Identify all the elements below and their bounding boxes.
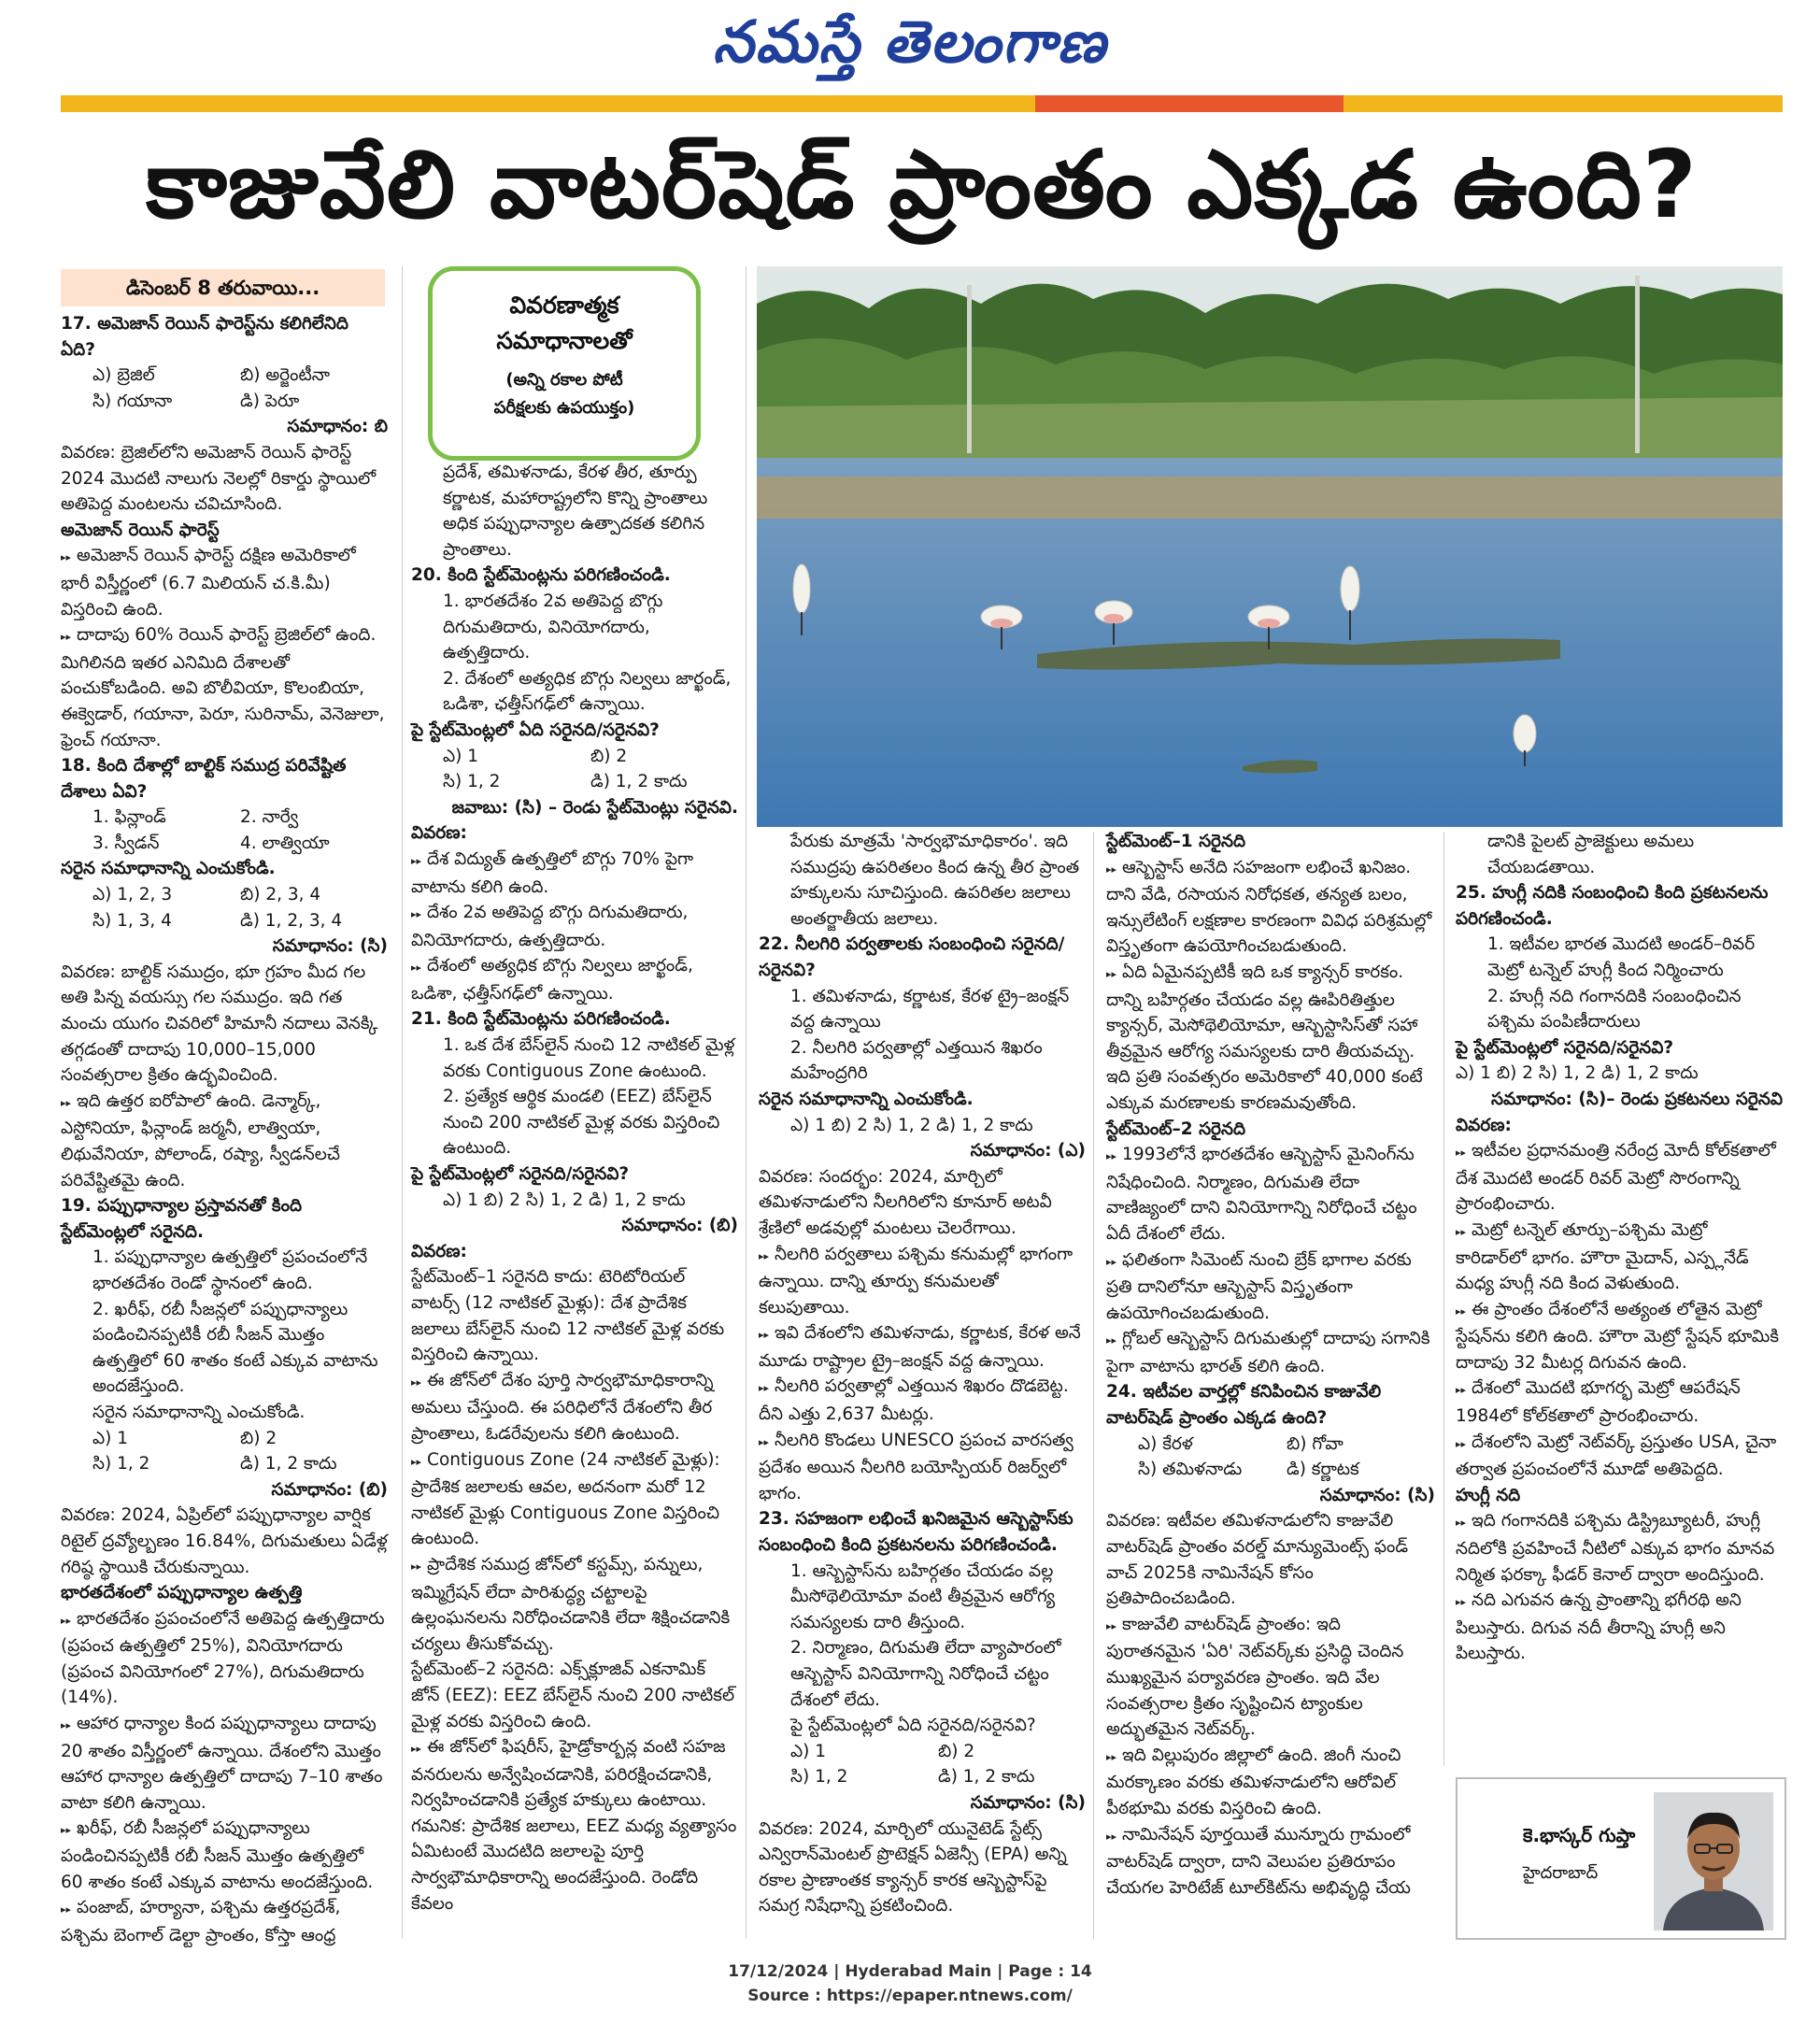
bullet-point: ▸▸ Contiguous Zone (24 నాటికల్ మైళ్లు): ప్రాదేశిక జలాలకు ఆవల, అదనంగా మరో 12 నాటికల్ మైళ్లు Contiguous Zone విస్తరించి ఉంటుంది. — [411, 1447, 738, 1552]
continued-text: డానికి పైలట్ ప్రాజెక్టులు అమలు చేయబడతాయి. — [1487, 832, 1695, 877]
option-a: ఎ) 1 — [92, 1428, 129, 1448]
author-city: హైదరాబాద్ — [1523, 1863, 1599, 1883]
bullet-point: ▸▸ ఇటీవల ప్రధానమంత్రి నరేంద్ర మోదీ కోల్‌కతాలో దేశ మొదటి అండర్ రివర్ మెట్రో సొరంగాన్ని ప్రారంభించారు. — [1456, 1138, 1783, 1218]
options — [61, 882, 388, 908]
option-a: ఎ) 1 — [790, 1741, 827, 1761]
options — [61, 1451, 388, 1477]
question-20: 20. కింది స్టేట్‌మెంట్లను పరిగణించండి. — [411, 565, 671, 586]
option-a: ఎ) 1, 2, 3 — [92, 885, 173, 905]
statement: 2. ఖరీఫ్, రబీ సీజన్లలో పప్పుధాన్యాలు పండించినప్పటికీ రబీ సీజన్ మొత్తం ఉత్పత్తిలో 60 శాతం కంటే ఎక్కువ వాటాను అందజేస్తుంది. — [92, 1299, 378, 1397]
bullet-point: ▸▸ 1993లోనే భారతదేశం ఆస్బెస్టాస్ మైనింగ్‌ను నిషేధించింది. నిర్మాణం, దిగుమతి లేదా వాణిజ్యంలో దాని వినియోగాన్ని నిరోధించే చట్టం ఏదీ దేశంలో లేదు. — [1106, 1142, 1435, 1247]
options: ఎ) 1 బి) 2 సి) 1, 2 డి) 1, 2 కాదు — [1456, 1063, 1699, 1084]
column-5 — [1456, 829, 1783, 1667]
headline: కాజువేలి వాటర్‌షెడ్ ప్రాంతం ఎక్కడ ఉంది? — [146, 130, 1698, 239]
statement: 1. ఇటీవల భారత మొదటి అండర్–రివర్ మెట్రో టన్నెల్ హుగ్లీ కింద నిర్మించారు — [1487, 934, 1756, 980]
section-header: డిసెంబర్ 8 తరువాయి... — [61, 269, 385, 306]
option-b: బి) గోవా — [1287, 1433, 1344, 1454]
bullet-point: ▸▸ ఫలితంగా సిమెంట్ నుంచి బ్రేక్ భాగాల వరకు ప్రతి దానిలోనూ ఆస్బెస్టాస్ విస్తృతంగా ఉపయోగించబడుతుంది. — [1106, 1247, 1435, 1327]
callout-line: (అన్ని రకాల పోటీ — [505, 370, 623, 390]
bullet-point: ▸▸ మెట్రో టన్నెల్ తూర్పు–పశ్చిమ మెట్రో కారిడార్‌లో భాగం. హౌరా మైదాన్, ఎస్ప్లనేడ్ మధ్య హుగ్లీ నది కింద వెళుతుంది. — [1456, 1218, 1783, 1297]
statement: 1. ఒక దేశ బేస్‌లైన్ నుంచి 12 నాటికల్ మైళ్ల వరకు Contiguous Zone ఉంటుంది. — [443, 1035, 735, 1081]
question-prompt: పై స్టేట్‌మెంట్లలో ఏది సరైనది/సరైనవి? — [790, 1716, 1036, 1736]
column-3 — [759, 829, 1086, 1919]
bullet-point: ▸▸ దేశం 2వ అతిపెద్ద బొగ్గు దిగుమతిదారు, వినియోగదారు, ఉత్పత్తిదారు. — [411, 900, 738, 953]
options — [1106, 1457, 1435, 1483]
column-divider — [402, 266, 403, 1939]
note: గమనిక: ప్రాదేశిక జలాలు, EEZ మధ్య వ్యత్యాసం ఏమిటంటే మొదటిది జలాలపై పూర్తి సార్వభౌమాధికారాన్ని అందజేస్తుంది. రెండోది కేవలం — [411, 1816, 737, 1914]
answer: సమాధానం: (బి) — [271, 1479, 388, 1500]
subheading: స్టేట్‌మెంట్–2 సరైనది — [1106, 1118, 1246, 1139]
subheading: అమెజాన్ రెయిన్ ఫారెస్ట్ — [61, 520, 220, 540]
instruction: సరైన సమాధానాన్ని ఎంచుకోండి. — [92, 1402, 306, 1422]
statement: 1. తమిళనాడు, కర్ణాటక, కేరళ ట్రై–జంక్షన్ వద్ద ఉన్నాయి — [790, 986, 1070, 1033]
item: 3. స్వీడన్ — [92, 833, 160, 853]
question-25: 25. హుగ్లీ నదికి సంబంధించి కింది ప్రకటనలను పరిగణించండి. — [1456, 883, 1769, 929]
option-d: డి) 1, 2 కాదు — [938, 1767, 1035, 1788]
bullet-point: ▸▸ దేశ విద్యుత్ ఉత్పత్తిలో బొగ్గు 70% పైగా వాటాను కలిగి ఉంది. — [411, 847, 738, 900]
statement: 1. ఆస్బెస్టాస్‌ను బహిర్గతం చేయడం వల్ల మీసోథెలియోమా వంటి తీవ్రమైన ఆరోగ్య సమస్యలకు దారి తీస్తుంది. — [790, 1560, 1056, 1632]
option-b: బి) 2 — [240, 1428, 277, 1448]
bullet-point: ▸▸ ప్రాదేశిక సముద్ర జోన్‌లో కస్టమ్స్, పన్నులు, ఇమ్మిగ్రేషన్ లేదా పారిశుద్ధ్య చట్టాలపై ఉల్లంఘనలను నిరోధించడానికి లేదా శిక్షించడానికి చర్యలు తీసుకోవచ్చు. — [411, 1552, 738, 1657]
options — [759, 1739, 1086, 1765]
bullet-point: ▸▸ పంజాబ్, హర్యానా, పశ్చిమ ఉత్తరప్రదేశ్, పశ్చిమ బెంగాల్ డెల్టా ప్రాంతం, కోస్తా ఆంధ్ర — [61, 1895, 388, 1948]
answer: సమాధానం: (సి) — [970, 1792, 1086, 1813]
option-d: డి) 1, 2 కాదు — [240, 1454, 337, 1475]
options: ఎ) 1 బి) 2 సి) 1, 2 డి) 1, 2 కాదు — [790, 1115, 1033, 1135]
bullet-point: ▸▸ ఖరీఫ్, రబీ సీజన్లలో పప్పుధాన్యాలు పండించినప్పటికీ రబీ సీజన్ మొత్తం ఉత్పత్తిలో 60 శాతం కంటే ఎక్కువ వాటాను అందజేస్తుంది. — [61, 1816, 388, 1895]
bullet-point: ▸▸ ఈ జోన్‌లో దేశం పూర్తి సార్వభౌమాధికారాన్ని అమలు చేస్తుంది. ఈ పరిధిలోనే దేశంలోని తీర ప్రాంతాలు, ఓడరేవులను కలిగి ఉంటుంది. — [411, 1368, 738, 1447]
lake-birds-photo — [757, 266, 1783, 827]
answer: సమాధానం: బి — [287, 417, 388, 437]
subheading: వివరణ: — [1456, 1115, 1512, 1135]
explanation: వివరణ: సందర్భం: 2024, మార్చిలో తమిళనాడులోని నీలగిరిలోని కూనూర్ అటవీ శ్రేణిలో అడవుల్లో మంటలు చెలరేగాయి. — [759, 1166, 1052, 1238]
bullet-point: ▸▸ నీలగిరి కొండలు UNESCO ప్రపంచ వారసత్వ ప్రదేశం అయిన నీలగిరి బయోస్పియర్ రిజర్వ్‌లో భాగం. — [759, 1428, 1086, 1507]
question-21: 21. కింది స్టేట్‌మెంట్లను పరిగణించండి. — [411, 1009, 671, 1030]
bullet-point: ▸▸ దేశంలోని మెట్రో నెట్‌వర్క్ ప్రస్తుతం USA, చైనా తర్వాత ప్రపంచంలోనే మూడో అతిపెద్దది. — [1456, 1430, 1783, 1483]
option-d: డి) పెరూ — [240, 391, 300, 411]
answer: సమాధానం: (సి)– రెండు ప్రకటనలు సరైనవి — [1491, 1089, 1783, 1109]
statement: 1. పప్పుధాన్యాల ఉత్పత్తిలో ప్రపంచంలోనే భారతదేశం రెండో స్థానంలో ఉంది. — [92, 1247, 368, 1293]
column-divider — [1093, 832, 1094, 1939]
options — [61, 908, 388, 934]
subheading: స్టేట్‌మెంట్–1 సరైనది — [1106, 832, 1246, 851]
continued-text: పేరుకు మాత్రమే 'సార్వభౌమాధికారం'. ఇది సముద్రపు ఉపరితలం కింద ఉన్న తీర ప్రాంత హక్కులను సూచిస్తుంది. ఉపరితల జలాలు అంతర్జాతీయ జలాలు. — [790, 832, 1080, 929]
column-2 — [411, 460, 738, 1916]
instruction: సరైన సమాధానాన్ని ఎంచుకోండి. — [61, 859, 276, 879]
options — [411, 769, 738, 795]
bullet-point: ▸▸ నీలగిరి పర్వతాలు పశ్చిమ కనుమల్లో భాగంగా ఉన్నాయి. దాన్ని తూర్పు కనుమలతో కలుపుతాయి. — [759, 1242, 1086, 1321]
item: 4. లాత్వియా — [240, 833, 330, 853]
explanation: వివరణ: 2024, మార్చిలో యునైటెడ్ స్టేట్స్ ఎన్విరాన్‌మెంటల్ ప్రొటెక్షన్ ఏజెన్సీ (EPA) అన్ని రకాల ప్రాణాంతక క్యాన్సర్ కారక ఆస్బెస్టాస్‌పై సమగ్ర నిషేధాన్ని ప్రకటించింది. — [759, 1818, 1067, 1916]
options — [61, 1426, 388, 1452]
author-name: కె.భాస్కర్ గుప్తా — [1523, 1824, 1636, 1846]
instruction: సరైన సమాధానాన్ని ఎంచుకోండి. — [759, 1089, 974, 1109]
masthead-logo: నమస్తే తెలంగాణ — [712, 7, 1108, 76]
option-c: సి) 1, 3, 4 — [92, 910, 172, 931]
bullet-point: ▸▸ నామినేషన్ పూర్తయితే మున్నూరు గ్రామంలో వాటర్‌షెడ్ ద్వారా, దాని వెలుపల ప్రతిరూపం చేయగల హెరిటేజ్ టూల్‌కిట్‌ను అభివృద్ధి చేయ — [1106, 1822, 1435, 1902]
explanation: వివరణ: బాల్టిక్ సముద్రం, భూ గ్రహం మీద గల అతి పిన్న వయస్సు గల సముద్రం. ఇది గత మంచు యుగం చివరిలో హిమానీ నదాలు వెనక్కి తగ్గడంతో దాదాపు 10,000–15,000 సంవత్సరాల క్రితం ఉద్భవించింది. — [61, 962, 378, 1086]
answer: జవాబు: (సి) – రెండు స్టేట్‌మెంట్లు సరైనవి. — [451, 797, 738, 818]
option-c: సి) గయానా — [92, 391, 173, 411]
bullet-point: ▸▸ ఇది విల్లుపురం జిల్లాలో ఉంది. జింగీ నుంచి మరక్కాణం వరకు తమిళనాడులోని ఆరోవిల్ పీఠభూమి వరకు విస్తరించి ఉంది. — [1106, 1743, 1435, 1822]
option-c: సి) 1, 2 — [443, 772, 501, 792]
question-17: 17. అమెజాన్ రెయిన్ ఫారెస్ట్‌ను కలిగిలేనిది ఏది? — [61, 314, 348, 360]
option-b: బి) అర్జెంటీనా — [240, 365, 331, 386]
callout-line: పరీక్షలకు ఉపయుక్తం) — [493, 398, 635, 418]
statement: 2. ప్రత్యేక ఆర్థిక మండలి (EEZ) బేస్‌లైన్ నుంచి 200 నాటికల్ మైళ్ల వరకు విస్తరించి ఉంటుంది. — [443, 1087, 720, 1159]
item: 2. నార్వే — [240, 807, 299, 828]
subheading: వివరణ: — [411, 1241, 467, 1261]
option-b: బి) 2 — [590, 746, 628, 766]
question-23: 23. సహజంగా లభించే ఖనిజమైన ఆస్బెస్టాస్‌కు సంబంధించి కింది ప్రకటనలను పరిగణించండి. — [759, 1509, 1074, 1556]
statement: 2. దేశంలో అత్యధిక బొగ్గు నిల్వలు జార్ఖండ్, ఒడిశా, ఛత్తీస్‌గఢ్‌లో ఉన్నాయి. — [443, 668, 732, 715]
question-prompt: పై స్టేట్‌మెంట్లలో సరైనది/సరైనవి? — [1456, 1037, 1674, 1058]
answer: సమాధానం: (సి) — [272, 936, 388, 957]
bullet-point: ▸▸ గ్లోబల్ ఆస్బెస్టాస్ దిగుమతుల్లో దాదాపు సగానికి పైగా వాటాను భారత్ కలిగి ఉంది. — [1106, 1326, 1435, 1379]
callout-box — [428, 266, 701, 461]
bullet-point: ▸▸ ఆహార ధాన్యాల కింద పప్పుధాన్యాలు దాదాపు 20 శాతం విస్తీర్ణంలో ఉన్నాయి. దేశంలోని మొత్తం ఆహార ధాన్యాల ఉత్పత్తిలో దాదాపు 7–10 శాతం వాటా కలిగి ఉన్నాయి. — [61, 1711, 388, 1816]
subheading: భారతదేశంలో పప్పుధాన్యాల ఉత్పత్తి — [61, 1583, 303, 1603]
bullet-point: ▸▸ భారతదేశం ప్రపంచంలోనే అతిపెద్ద ఉత్పత్తిదారు (ప్రపంచ ఉత్పత్తిలో 25%), వినియోగదారు (ప్రపంచ వినియోగంలో 27%), దిగుమతిదారు (14%). — [61, 1606, 388, 1711]
column-1 — [61, 311, 388, 1948]
question-18: 18. కింది దేశాల్లో బాల్టిక్ సముద్ర పరివేష్టిత దేశాలు ఏవి? — [61, 756, 347, 802]
options — [1106, 1432, 1435, 1458]
options — [61, 831, 388, 857]
author-photo — [1654, 1792, 1773, 1930]
question-19: 19. పప్పుధాన్యాల ప్రస్తావనతో కింది స్టేట్‌మెంట్లలో సరైనది. — [61, 1196, 303, 1242]
top-accent-bar-red — [1035, 95, 1344, 112]
item: 1. ఫిన్లాండ్ — [92, 807, 166, 828]
question-prompt: పై స్టేట్‌మెంట్లలో సరైనది/సరైనవి? — [411, 1164, 630, 1185]
statement: 1. భారతదేశం 2వ అతిపెద్ద బొగ్గు దిగుమతిదారు, వినియోగదారు, ఉత్పత్తిదారు. — [443, 591, 663, 663]
option-c: సి) తమిళనాడు — [1138, 1460, 1243, 1480]
continued-text: ప్రదేశ్, తమిళనాడు, కేరళ తీర, తూర్పు కర్ణాటక, మహారాష్ట్రలోని కొన్ని ప్రాంతాలు అధిక పప్పుధాన్యాల ఉత్పాదకత కలిగిన ప్రాంతాలు. — [443, 463, 708, 560]
explanation: వివరణ: 2024, ఏప్రిల్‌లో పప్పుధాన్యాల వార్షిక రిటైల్ ద్రవ్యోల్బణం 16.84%, దిగుమతులు ఏడేళ్ల గరిష్ఠ స్థాయికి చేరుకున్నాయి. — [61, 1505, 388, 1577]
bullet-point: ▸▸ ఇది గంగానదికి పశ్చిమ డిస్ట్రిబ్యూటరీ, హుగ్లీ నదిలోకి ప్రవహించే నీటిలో ఎక్కువ భాగం మానవ నిర్మిత ఫరక్కా ఫీడర్ కెనాల్ ద్వారా అందిస్తుంది. — [1456, 1508, 1783, 1588]
option-a: ఎ) కేరళ — [1138, 1433, 1193, 1454]
statement: 2. నిర్మాణం, దిగుమతి లేదా వ్యాపారంలో ఆస్బెస్టాస్ వినియోగాన్ని నిరోధించే చట్టం దేశంలో లేదు. — [790, 1638, 1061, 1710]
question-24: 24. ఇటీవల వార్తల్లో కనిపించిన కాజువేలి వాటర్‌షెడ్ ప్రాంతం ఎక్కడ ఉంది? — [1106, 1382, 1382, 1429]
bullet-point: ▸▸ నీలగిరి పర్వతాల్లో ఎత్తయిన శిఖరం దొడబెట్ట. దీని ఎత్తు 2,637 మీటర్లు. — [759, 1374, 1086, 1427]
bullet-point: ▸▸ కాజువేలి వాటర్‌షెడ్ ప్రాంతం: ఇది పురాతనమైన 'ఏరి' నెట్‌వర్క్‌కు ప్రసిద్ధి చెందిన ముఖ్యమైన పర్యావరణ ప్రాంతం. ఇది వేల సంవత్సరాల క్రితం సృష్టించిన ట్యాంకుల అద్భుతమైన నెట్‌వర్క్. — [1106, 1612, 1435, 1743]
bullet-point: ▸▸ దేశంలో అత్యధిక బొగ్గు నిల్వలు జార్ఖండ్, ఒడిశా, ఛత్తీస్‌గఢ్‌లో ఉన్నాయి. — [411, 953, 738, 1006]
question-prompt: పై స్టేట్‌మెంట్లలో ఏది సరైనది/సరైనవి? — [411, 719, 660, 740]
option-c: సి) 1, 2 — [790, 1767, 848, 1788]
bullet-point: ▸▸ దాదాపు 60% రెయిన్ ఫారెస్ట్ బ్రెజిల్‌లో ఉంది. మిగిలినది ఇతర ఎనిమిది దేశాలతో పంచుకోబడింది. అవి బొలీవియా, కొలంబియా, ఈక్వెడార్, గయానా, పెరూ, సురినామ్, వెనెజులా, ఫ్రెంచ్ గయానా. — [61, 622, 388, 753]
answer: సమాధానం: (బి) — [621, 1216, 738, 1236]
options — [61, 805, 388, 831]
author-box — [1456, 1777, 1786, 1940]
bullet-point: ▸▸ ఈ ప్రాంతం దేశంలోనే అత్యంత లోతైన మెట్రో స్టేషన్‌ను కలిగి ఉంది. హౌరా మెట్రో స్టేషన్ భూమికి దాదాపు 32 మీటర్ల దిగువన ఉంది. — [1456, 1297, 1783, 1376]
statement-explanation: స్టేట్‌మెంట్–2 సరైనది: ఎక్స్‌క్లూజివ్ ఎకనామిక్ జోన్ (EEZ): EEZ బేస్‌లైన్ నుంచి 200 నాటికల్ మైళ్ల వరకు విస్తరించి ఉంది. — [411, 1660, 735, 1731]
option-b: బి) 2 — [938, 1741, 975, 1761]
options: ఎ) 1 బి) 2 సి) 1, 2 డి) 1, 2 కాదు — [443, 1190, 686, 1210]
options — [759, 1764, 1086, 1790]
bullet-point: ▸▸ ఇవి దేశంలోని తమిళనాడు, కర్ణాటక, కేరళ అనే మూడు రాష్ట్రాల ట్రై–జంక్షన్ వద్ద ఉన్నాయి. — [759, 1320, 1086, 1374]
column-divider — [1443, 832, 1444, 1766]
callout-line: వివరణాత్మక — [509, 292, 619, 319]
option-d: డి) కర్ణాటక — [1287, 1460, 1359, 1480]
bullet-point: ▸▸ ఏది ఏమైనప్పటికీ ఇది ఒక క్యాన్సర్ కారకం. దాన్ని బహిర్గతం చేయడం వల్ల ఊపిరితిత్తుల క్యాన్సర్, మెసోథెలియోమా, ఆస్బెస్టాసిస్‌తో సహా తీవ్రమైన ఆరోగ్య సమస్యలకు దారి తీయవచ్చు. ఇది ప్రతి సంవత్సరం అమెరికాలో 40,000 కంటే ఎక్కువ మరణాలకు కారణమవుతోంది. — [1106, 960, 1435, 1117]
option-d: డి) 1, 2 కాదు — [590, 772, 688, 792]
option-d: డి) 1, 2, 3, 4 — [240, 910, 343, 931]
footer-edition: 17/12/2024 | Hyderabad Main | Page : 14 — [728, 1962, 1092, 1981]
bullet-point: ▸▸ దేశంలో మొదటి భూగర్భ మెట్రో ఆపరేషన్ 1984లో కోల్‌కతాలో ప్రారంభించారు. — [1456, 1375, 1783, 1429]
answer: సమాధానం: (సి) — [1319, 1485, 1435, 1505]
option-a: ఎ) బ్రెజిల్ — [92, 365, 155, 386]
options — [61, 389, 388, 415]
callout-line: సమాధానాలతో — [496, 327, 633, 354]
question-22: 22. నీలగిరి పర్వతాలకు సంబంధించి సరైనది/సరైనవి? — [759, 934, 1065, 980]
statement: 2. నీలగిరి పర్వతాల్లో ఎత్తయిన శిఖరం మహేంద్రగిరి — [790, 1037, 1043, 1084]
footer-source: Source : https://epaper.ntnews.com/ — [747, 1987, 1073, 2005]
option-b: బి) 2, 3, 4 — [240, 885, 321, 905]
bullet-point: ▸▸ ఆస్బెస్టాస్ అనేది సహజంగా లభించే ఖనిజం. దాని వేడి, రసాయన నిరోధకత, తన్యత బలం, ఇన్సులేటింగ్ లక్షణాల కారణంగా వివిధ పరిశ్రమల్లో విస్తృతంగా ఉపయోగించబడుతుంది. — [1106, 855, 1435, 960]
explanation: వివరణ: బ్రెజిల్‌లోని అమెజాన్ రెయిన్ ఫారెస్ట్ 2024 మొదటి నాలుగు నెలల్లో రికార్డు స్థాయిలో అతిపెద్ద మంటలను చవిచూసింది. — [61, 442, 377, 515]
options — [61, 363, 388, 389]
answer: సమాధానం: (ఎ) — [970, 1141, 1086, 1161]
explanation: వివరణ: ఇటీవల తమిళనాడులోని కాజువేలి వాటర్‌షెడ్ ప్రాంతం వరల్డ్ మాన్యుమెంట్స్ ఫండ్ వాచ్ 2025కి నామినేషన్ కోసం ప్రతిపాదించబడింది. — [1106, 1511, 1409, 1609]
bullet-point: ▸▸ ఇది ఉత్తర ఐరోపాలో ఉంది. డెన్మార్క్, ఎస్టోనియా, ఫిన్లాండ్ జర్మనీ, లాత్వియా, లిథువేనియా, పోలాండ్, రష్యా, స్వీడన్‌లచే పరివేష్టితమై ఉంది. — [61, 1089, 388, 1193]
bullet-point: ▸▸ నది ఎగువన ఉన్న ప్రాంతాన్ని భగీరథి అని పిలుస్తారు. దిగువ నదీ తీరాన్ని హుగ్లీ అని పిలుస్తారు. — [1456, 1588, 1783, 1667]
top-accent-bar — [61, 95, 1783, 112]
subheading: హుగ్లీ నది — [1456, 1485, 1521, 1505]
bullet-point: ▸▸ అమెజాన్ రెయిన్ ఫారెస్ట్ దక్షిణ అమెరికాలో భారీ విస్తీర్ణంలో (6.7 మిలియన్ చ.కి.మీ) విస్తరించి ఉంది. — [61, 543, 388, 622]
column-4 — [1106, 829, 1435, 1901]
option-a: ఎ) 1 — [443, 746, 479, 766]
statement-explanation: స్టేట్‌మెంట్–1 సరైనది కాదు: టెరిటోరియల్ వాటర్స్ (12 నాటికల్ మైళ్లు): దేశ ప్రాదేశిక జలాలు బేస్‌లైన్ నుంచి 12 నాటికల్ మైళ్ల వరకు విస్తరించి ఉన్నాయి. — [411, 1267, 725, 1365]
bullet-point: ▸▸ ఈ జోన్‌లో ఫిషరీస్, హైడ్రోకార్బన్ల వంటి సహజ వనరులను అన్వేషించడానికి, పరిరక్షించడానికి, నిర్వహించడానికి ప్రత్యేక హక్కులు ఉంటాయి. — [411, 1734, 738, 1814]
options — [411, 744, 738, 770]
option-c: సి) 1, 2 — [92, 1454, 150, 1475]
subheading: వివరణ: — [411, 823, 467, 844]
statement: 2. హుగ్లీ నది గంగానదికి సంబంధించిన పశ్చిమ పంపిణీదారులు — [1487, 986, 1742, 1033]
